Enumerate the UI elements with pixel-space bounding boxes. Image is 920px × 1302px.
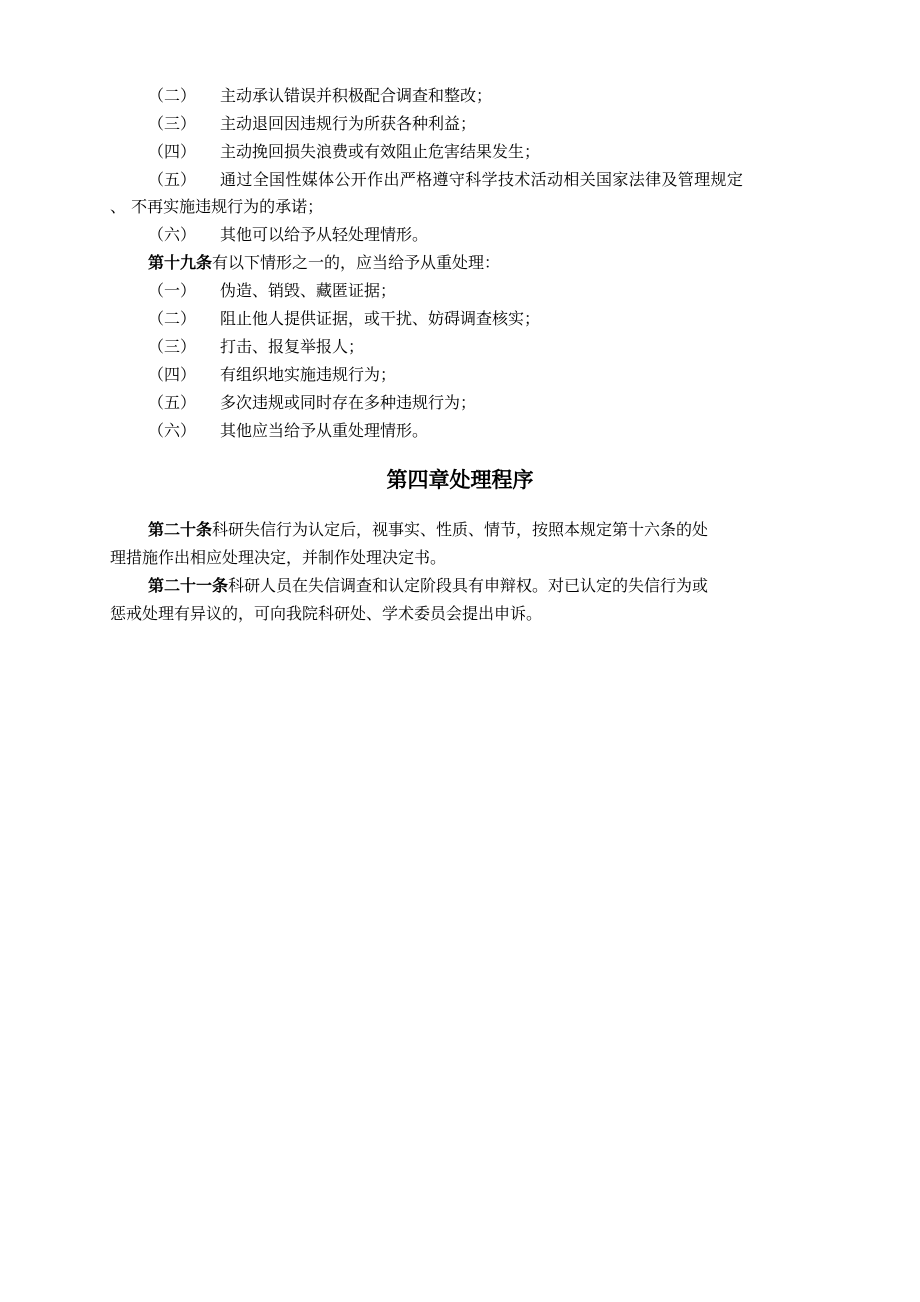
article-20-line-2: 理措施作出相应处理决定，并制作处理决定书。 [110,548,447,567]
article-text: 科研人员在失信调查和认定阶段具有申辩权。对已认定的失信行为或 [228,576,709,595]
item-number: （一） [148,281,197,300]
item-number: （四） [148,142,197,161]
article-20-line-1 [148,520,708,540]
item-continuation: 、 不再实施违规行为的承诺； [110,197,324,216]
item-number: （五） [148,393,197,412]
item-number: （五） [148,170,197,189]
article-label: 第二十条 [148,520,213,539]
item-number: （六） [148,421,197,440]
item-text: 通过全国性媒体公开作出严格遵守科学技术活动相关国家法律及管理规定 [220,170,744,189]
article-label: 第二十一条 [148,576,229,595]
article-19 [148,253,500,273]
item-text: 伪造、销毁、藏匿证据； [220,281,397,300]
item-number: （三） [148,337,197,356]
item-number: （四） [148,365,197,384]
item-number: （二） [148,309,197,328]
item-text: 其他应当给予从重处理情形。 [220,421,429,440]
item-number: （二） [148,86,197,105]
item-number: （六） [148,225,197,244]
item-text: 主动退回因违规行为所获各种利益； [220,114,477,133]
article-text: 有以下情形之一的，应当给予从重处理： [212,253,501,272]
chapter-heading: 第四章处理程序 [386,468,534,492]
item-text: 阻止他人提供证据，或干扰、妨碍调查核实； [220,309,541,328]
item-text: 打击、报复举报人； [220,337,365,356]
article-21-line-1 [148,576,708,596]
item-number: （三） [148,114,197,133]
article-label: 第十九条 [148,253,213,272]
item-text: 主动挽回损失浪费或有效阻止危害结果发生； [220,142,541,161]
item-text: 有组织地实施违规行为； [220,365,397,384]
article-21-line-2: 惩戒处理有异议的，可向我院科研处、学术委员会提出申诉。 [110,604,543,623]
article-text: 科研失信行为认定后，视事实、性质、情节，按照本规定第十六条的处 [212,520,709,539]
item-text: 主动承认错误并积极配合调查和整改； [220,86,493,105]
item-text: 其他可以给予从轻处理情形。 [220,225,429,244]
item-text: 多次违规或同时存在多种违规行为； [220,393,477,412]
